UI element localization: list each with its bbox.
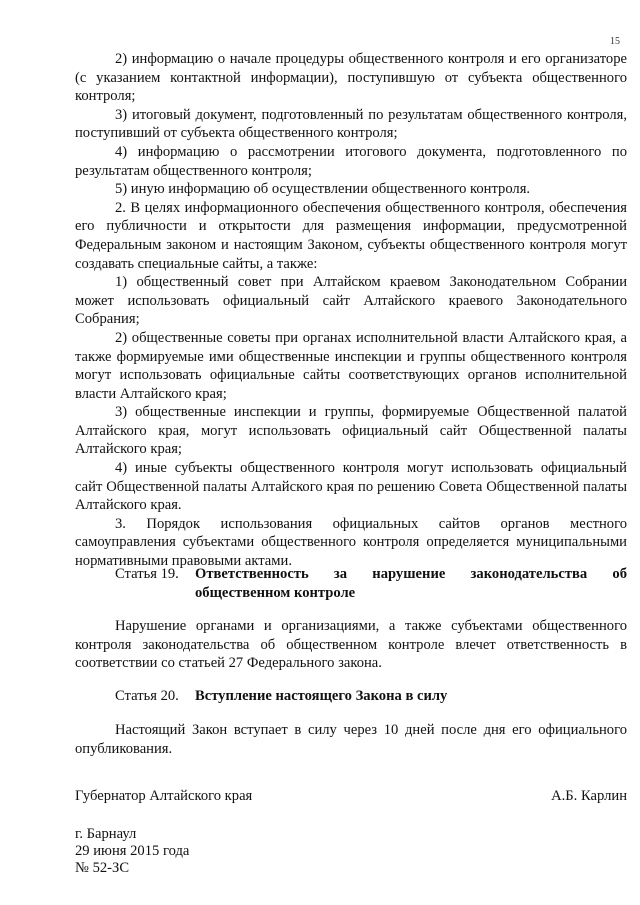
- article-19-heading: [75, 565, 627, 602]
- article-title: Вступление настоящего Закона в силу: [195, 688, 448, 704]
- article-18-continuation: [75, 50, 627, 571]
- paragraph: 3) общественные инспекции и группы, формируемые Общественной палатой Алтайского края, могут использовать официальный сайт Общественной палаты Алтайского края;: [75, 404, 627, 458]
- paragraph: 1) общественный совет при Алтайском краевом Законодательном Собрании может использовать официальный сайт Алтайского краевого Законодательного Собрания;: [75, 274, 627, 328]
- city: г. Барнаул: [75, 826, 137, 842]
- signatory-name: А.Б. Карлин: [551, 788, 627, 804]
- paragraph: 4) информацию о рассмотрении итогового документа, подготовленного по результатам общественного контроля;: [75, 143, 627, 179]
- article-20-body: [75, 721, 627, 758]
- article-title: Ответственность за нарушение законодательства об общественном контроле: [195, 566, 627, 601]
- paragraph: 3) итоговый документ, подготовленный по результатам общественного контроля, поступивший от субъекта общественного контроля;: [75, 106, 627, 142]
- paragraph: 2. В целях информационного обеспечения общественного контроля, обеспечения его публичности и открытости для размещения информации, предусмотренной Федеральным законом и настоящим Законом, субъекты общественного контроля могут создавать специальные сайты, а также:: [75, 199, 627, 272]
- date: 29 июня 2015 года: [75, 843, 190, 859]
- article-20-heading: [75, 687, 627, 706]
- document-footer: [75, 826, 189, 877]
- paragraph: 3. Порядок использования официальных сайтов органов местного самоуправления субъектами общественного контроля определяется муниципальными нормативными правовыми актами.: [75, 515, 627, 570]
- article-number: Статья 20.: [115, 688, 179, 704]
- page-number: 15: [610, 36, 620, 47]
- article-number: Статья 19.: [115, 566, 179, 582]
- signature-block: [75, 788, 627, 805]
- paragraph: Настоящий Закон вступает в силу через 10 дней после дня его официального опубликования.: [75, 722, 627, 757]
- paragraph: Нарушение органами и организациями, а также субъектами общественного контроля законодательства об общественном контроле влечет ответственность в соответствии со статьей 27 Федерального закона.: [75, 618, 627, 672]
- law-number: № 52-ЗС: [75, 860, 130, 876]
- paragraph: 2) информацию о начале процедуры общественного контроля и его организаторе (с указанием контактной информации), поступившую от субъекта общественного контроля;: [75, 51, 627, 105]
- article-19-body: [75, 617, 627, 673]
- paragraph: 5) иную информацию об осуществлении общественного контроля.: [115, 181, 531, 198]
- paragraph: 4) иные субъекты общественного контроля могут использовать официальный сайт Общественной палаты Алтайского края по решению Совета Общественной палаты Алтайского края.: [75, 460, 627, 514]
- signatory-position: Губернатор Алтайского края: [75, 788, 253, 804]
- paragraph: 2) общественные советы при органах исполнительной власти Алтайского края, а также формируемые ими общественные инспекции и группы общественного контроля могут использовать официальные сайты соответствующих органов исполнительной власти Алтайского края;: [75, 329, 627, 402]
